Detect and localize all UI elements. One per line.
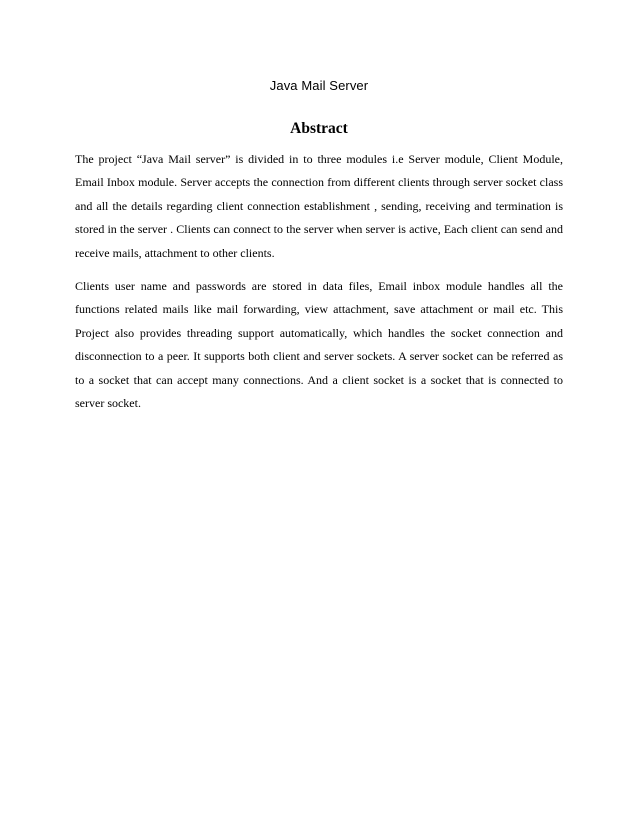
abstract-paragraph-2: Clients user name and passwords are stored in data files, Email inbox module handles all the functions related mails like mail forwarding, view attachment, save attachment or mail etc. This Project also provides threading support automatically, which handles the socket connection and disconnection to a peer. It supports both client and server sockets. A server socket can be referred as to a socket that can accept many connections. And a client socket is a socket that is connected to server socket. <box>75 279 563 411</box>
document-title: Java Mail Server <box>269 78 369 93</box>
abstract-body <box>75 148 563 425</box>
abstract-paragraph-1: The project “Java Mail server” is divided in to three modules i.e Server module, Client Module, Email Inbox module. Server accepts the connection from different clients through server socket class and all the details regarding client connection establishment , sending, receiving and termination is stored in the server . Clients can connect to the server when server is active, Each client can send and receive mails, attachment to other clients. <box>75 152 563 260</box>
abstract-heading: Abstract <box>290 120 348 137</box>
